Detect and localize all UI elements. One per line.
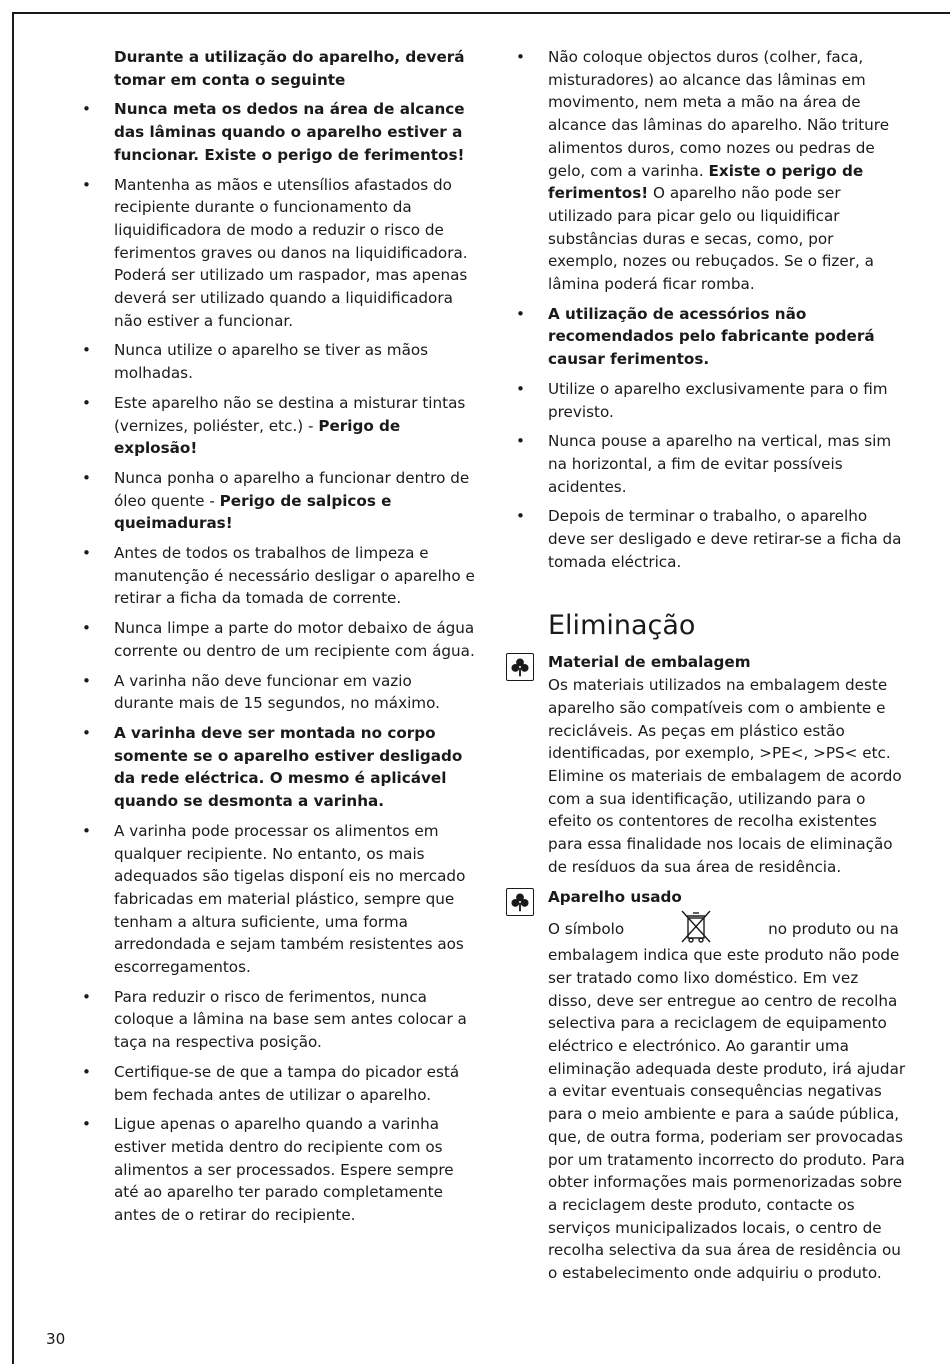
list-item-bold: Perigo de explosão! — [114, 416, 401, 458]
packaging-heading: Material de embalagem — [548, 653, 751, 672]
old-appliance-body — [548, 908, 906, 1285]
list-item-text: A varinha não deve funcionar em vazio durante mais de 15 segundos, no máximo. — [114, 671, 440, 713]
right-column — [514, 46, 906, 1292]
list-item — [514, 430, 906, 498]
old-appliance-heading: Aparelho usado — [548, 887, 682, 906]
list-item-text: Nunca ponha o aparelho a funcionar dentro de óleo quente - — [114, 468, 470, 510]
list-item-after: O aparelho não pode ser utilizado para picar gelo ou liquidificar substâncias duras e secas, como, por exemplo, nozes ou rebuçados. Se o fizer, a lâmina poderá ficar romba. — [548, 184, 874, 294]
list-item-bold: Existe o perigo de ferimentos! — [548, 161, 864, 203]
list-item — [514, 303, 906, 371]
list-item-text: Certifique-se de que a tampa do picador está bem fechada antes de utilizar o aparelho. — [114, 1062, 460, 1104]
list-item-text: Não coloque objectos duros (colher, faca, misturadores) ao alcance das lâminas em movimento, nem meta a mão na área de alcance das lâminas do aparelho. Não triture alimentos duros, como nozes ou pedras de gelo, com a varinha. — [548, 48, 890, 180]
list-item-text: Antes de todos os trabalhos de limpeza e manutenção é necessário desligar o aparelho e retirar a ficha da tomada de corrente. — [114, 544, 475, 608]
list-item-text: Utilize o aparelho exclusivamente para o fim previsto. — [548, 379, 888, 421]
list-item-text: Mantenha as mãos e utensílios afastados do recipiente durante o funcionamento da liquidificadora de modo a reduzir o risco de ferimentos graves ou danos na liquidificadora. Poderá ser utilizado um raspador, mas apenas deverá ser utilizado quando a liquidificadora não estiver a funcionar. — [114, 175, 468, 330]
clover-icon — [506, 888, 534, 916]
right-safety-list — [514, 46, 906, 573]
list-item-text: Depois de terminar o trabalho, o aparelho deve ser desligado e deve retirar-se a ficha da tomada eléctrica. — [548, 507, 902, 571]
bullet-icon: • — [82, 468, 91, 487]
bullet-icon: • — [516, 304, 525, 323]
bullet-icon: • — [82, 619, 91, 638]
bullet-icon: • — [82, 544, 91, 563]
list-item — [80, 617, 475, 662]
bullet-icon: • — [82, 1062, 91, 1081]
old-appliance-block — [514, 886, 906, 1285]
bullet-icon: • — [82, 821, 91, 840]
list-item — [80, 467, 475, 535]
list-item-text: Nunca limpe a parte do motor debaixo de água corrente ou dentro de um recipiente com água. — [114, 619, 475, 660]
old-appliance-body-after: no produto ou na embalagem indica que este produto não pode ser tratado como lixo doméstico. Em vez disso, deve ser entregue ao centro de recolha selectiva para a reciclagem de equipamento eléctrico e electrónico. Ao garantir uma eliminação adequada deste produto, irá ajudar a evitar eventuais consequências negativas para o meio ambiente e para a saúde pública, que, de outra forma, poderiam ser provocadas por um tratamento incorrecto do produto. Para obter informações mais pormenorizadas sobre a reciclagem deste produto, contacte os serviços municipalizados locais, o centro de recolha selectiva da sua área de residência ou o estabelecimento onde adquiriu o produto. — [548, 920, 906, 1283]
bullet-icon: • — [516, 48, 525, 66]
bullet-icon: • — [516, 379, 525, 398]
list-item-text: Nunca pouse a aparelho na vertical, mas sim na horizontal, a fim de evitar possíveis acidentes. — [548, 432, 892, 496]
bullet-icon: • — [82, 175, 91, 194]
packaging-body: Os materiais utilizados na embalagem deste aparelho são compatíveis com o ambiente e recicláveis. As peças em plástico estão identificadas, por exemplo, >PE<, >PS< etc. Elimine os materiais de embalagem de acordo com a sua identificação, utilizando para o efeito os contentores de recolha existentes para essa finalidade nos locais de eliminação de resíduos da sua área de residência. — [548, 676, 902, 876]
list-item-text: Nunca utilize o aparelho se tiver as mãos molhadas. — [114, 341, 429, 383]
old-appliance-body-before: O símbolo — [548, 920, 625, 939]
list-item — [80, 670, 475, 715]
list-item — [80, 820, 475, 979]
crossed-out-bin-icon — [674, 908, 718, 944]
list-item — [514, 378, 906, 423]
list-item-text: Este aparelho não se destina a misturar tintas (vernizes, poliéster, etc.) - — [114, 393, 466, 435]
list-item — [80, 542, 475, 610]
clover-icon — [506, 653, 534, 681]
list-item-bold: Perigo de salpicos e queimaduras! — [114, 491, 392, 533]
list-item-text: Para reduzir o risco de ferimentos, nunca coloque a lâmina na base sem antes colocar a taça na respectiva posição. — [114, 987, 467, 1052]
section-title-disposal: Eliminação — [548, 610, 696, 642]
left-column — [80, 46, 475, 1234]
bullet-icon: • — [82, 987, 91, 1006]
list-item-bold: Nunca meta os dedos na área de alcance das lâminas quando o aparelho estiver a funcionar. Existe o perigo de ferimentos! — [114, 100, 465, 164]
bullet-icon: • — [82, 341, 91, 360]
list-item — [80, 986, 475, 1054]
bullet-icon: • — [82, 100, 91, 119]
bullet-icon: • — [516, 507, 525, 526]
list-item — [80, 1061, 475, 1106]
packaging-block — [514, 651, 906, 878]
list-item — [514, 46, 906, 296]
list-item — [80, 1113, 475, 1227]
list-item-bold: A varinha deve ser montada no corpo somente se o aparelho estiver desligado da rede eléctrica. O mesmo é aplicável quando se desmonta a varinha. — [114, 723, 463, 811]
bullet-icon: • — [82, 723, 91, 742]
page-number: 30 — [46, 1330, 66, 1348]
list-item-bold: A utilização de acessórios não recomendados pelo fabricante poderá causar ferimentos. — [548, 304, 875, 369]
bullet-icon: • — [82, 1115, 91, 1134]
list-item — [80, 339, 475, 384]
list-item-text: Ligue apenas o aparelho quando a varinha estiver metida dentro do recipiente com os alimentos a ser processados. Espere sempre até ao aparelho ter parado completamente antes de o retirar do recipiente. — [114, 1115, 454, 1225]
list-item-text: A varinha pode processar os alimentos em qualquer recipiente. No entanto, os mais adequados são tigelas disponí eis no mercado fabricadas em material plástico, sempre que tenham a altura suficiente, uma forma arredondada e sejam também resistentes aos escorregamentos. — [114, 821, 466, 977]
bullet-icon: • — [82, 393, 91, 412]
list-item — [80, 174, 475, 333]
bullet-icon: • — [516, 432, 525, 451]
list-item — [514, 505, 906, 573]
list-item — [80, 722, 475, 813]
safety-intro: Durante a utilização do aparelho, deverá tomar em conta o seguinte — [114, 48, 465, 89]
list-item — [80, 98, 475, 166]
bullet-icon: • — [82, 671, 91, 690]
left-safety-list — [80, 98, 475, 1226]
list-item — [80, 392, 475, 460]
